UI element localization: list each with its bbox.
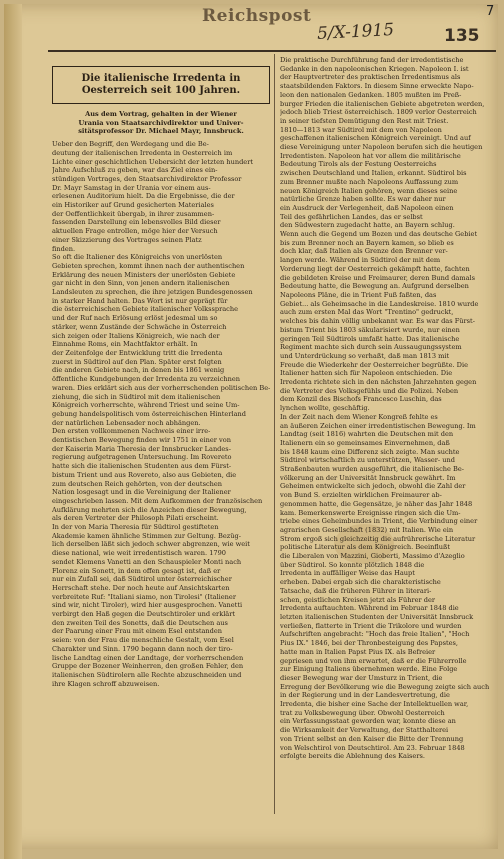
text-line: Den ersten vollkommenen Nachweis einer irre-	[52, 427, 211, 436]
text-line: Straßenbauten wurden ausgeführt, die italienische Be-	[280, 465, 465, 474]
text-line: in starker Hand halten. Das Wort ist nur geprägt für	[52, 296, 228, 305]
text-line: sind wir, nicht Tiroler), wird hier ausgesprochen. Vanetti	[52, 601, 243, 610]
text-line: zwischen Deutschland und Italien, erkannt. Südtirol bis	[280, 169, 467, 178]
text-line: Florenz ein Sonett, in dem offen gesagt ist, daß er	[52, 566, 221, 575]
text-line: und Unterdrückung so verhaßt, daß man 1813 mit	[280, 351, 450, 360]
masthead: Reichspost	[202, 6, 312, 26]
text-line: verbreitete Ruf: "Italiani siamo, non Tirolesi" (Italiener	[52, 592, 236, 601]
text-line: doch klar, daß Italien als Grenze den Brenner ver-	[280, 247, 448, 256]
text-line: genommen hatte, die Gegensätze, je näher das Jahr 1848	[280, 499, 473, 508]
text-line: von Trient selbst an den Kaiser die Bitte der Trennung	[280, 734, 464, 743]
text-line: Irredenta, die bisher eine Sache der Intellektuellen war,	[280, 700, 469, 709]
text-line: an äußeren Zeichen einer irredentistischen Bewegung. Im	[280, 421, 476, 430]
text-line: Freude die Wiederkehr der Oesterreicher begrüßte. Die	[280, 360, 468, 369]
corner-mark: 7	[486, 4, 495, 19]
text-line: nur ein Zufall sei, daß Südtirol unter österreichischer	[52, 575, 232, 584]
text-line: einer Skizzierung des Vortrages seinen Platz	[52, 235, 202, 244]
text-line: Einnahme Roms, ein Machtfaktor erhält. In	[52, 340, 198, 349]
text-line: italienischen Südtirolern alle Rechte abzuschneiden und	[52, 671, 242, 679]
text-line: Strom ergoß sich gleichzeitig die aufrührerische Literatur	[280, 534, 476, 543]
text-line: Irredenta in auffälliger Weise das Haupt	[280, 569, 415, 578]
page-number: 135	[444, 26, 480, 46]
subtitle-line: Urania von Staatsarchivdirektor und Univer-	[78, 118, 244, 127]
text-line: Irredenta auftauchten. Während im Februar 1848 die	[280, 604, 459, 613]
text-line: geschaffenen italienischen Königreich vereinigt. Und auf	[280, 134, 471, 143]
text-line: der Paarung einer Frau mit einem Esel entstanden	[52, 627, 223, 636]
text-line: gepriesen und von ihm erwartet, daß er die Führerrolle	[280, 656, 467, 665]
text-line: waren. Dies erklärt sich aus der vorherrschenden politischen Be-	[52, 383, 270, 392]
text-line: gebung handelspolitisch vom österreichischen Hinterland	[52, 409, 246, 418]
text-line: Wenn auch die Gegend um Bozen und das deutsche Gebiet	[280, 230, 478, 239]
text-line: jedoch blieb Triest österreichisch. 1809 verlor Oesterreich	[280, 108, 477, 117]
text-line: zum Brenner mußte nach Napoleons Auffassung zum	[280, 177, 459, 186]
text-line: Charakter und Sinn. 1790 begann dann noch der tiro-	[52, 644, 233, 653]
text-line: Jahre Aufschluß zu geben, war das Ziel eines ein-	[52, 166, 218, 175]
text-line: Die praktische Durchführung fand der irredentistische	[280, 56, 464, 64]
text-line: Gebieten sprechen, kommt ihnen nach der authentischen	[52, 261, 245, 270]
text-line: ein Verfassungsstaat geworden war, konnte diese an	[280, 717, 456, 726]
text-line: agrarischen Gesellschaft (1832) mit Italien. Wie ein	[280, 525, 454, 534]
text-line: Landsleuten zu sprechen, die ihre jetzigen Bundesgenossen	[52, 288, 253, 297]
text-line: finden.	[52, 244, 76, 253]
text-line: triebe eines Geheimbundes in Trient, die Verbindung einer	[280, 517, 478, 526]
text-line: Bedeutung Tirols als der Festung Oesterreichs	[280, 160, 437, 169]
text-line: Königreich vorherrschte, während Triest und seine Um-	[52, 401, 240, 410]
header-rule	[48, 50, 496, 52]
text-line: auch zum ersten Mal das Wort "Trentino" gedruckt,	[280, 308, 454, 317]
text-line: dem Konzil des Bischofs Francesco Luschin, das	[280, 395, 442, 404]
text-line: ein Historiker auf Grund gesicherten Materiales	[52, 201, 214, 210]
text-line: Akademie kamen ähnliche Stimmen zur Geltung. Bezüg-	[52, 531, 241, 540]
text-line: eingeschrieben lassen. Mit dem Aufkommen der französischen	[52, 496, 263, 505]
text-line: den zweiten Teil des Sonetts, daß die Deutschen aus	[52, 618, 228, 627]
text-line: ihre Klagen schroff abzuweisen.	[52, 679, 160, 688]
text-line: Erklärung des neuen Ministers der unerlösten Gebiete	[52, 270, 236, 279]
text-line: sendet Klemens Vanetti an den Schauspieler Monti nach	[52, 557, 242, 566]
text-line: Lichte einer geschichtlichen Uebersicht der letzten hundert	[52, 157, 254, 166]
text-line: leon den nationalen Gedanken. 1805 mußten im Preß-	[280, 90, 462, 99]
text-line: über Südtirol. So konnte plötzlich 1848 die	[280, 560, 425, 569]
text-line: regierung aufgetragenen Untersuchung. Im Rovereto	[52, 453, 232, 462]
text-line: fassenden Darstellung ein lebensvolles Bild dieser	[52, 218, 221, 227]
column-left	[52, 56, 270, 826]
subtitle-line: sitätsprofessor Dr. Michael Mayr, Innsbruck.	[78, 127, 244, 136]
text-line: burger Frieden die italienischen Gebiete abgetreten werden,	[280, 99, 485, 108]
text-line: Gruppe der Bozener Weinherren, den großen Fehler, den	[52, 662, 244, 671]
text-line: Pius IX." 1846, bei der Thronbesteigung des Papstes,	[280, 639, 458, 648]
text-line: hatte sich die italienischen Studenten aus dem Fürst-	[52, 462, 232, 471]
text-line: Gedanke in den napoleonischen Kriegen. Napoleon I. ist	[280, 64, 469, 73]
text-line: erfolgte bereits die Ablehnung des Kaisers.	[280, 752, 425, 761]
text-line: Irredenta richtete sich in den nächsten Jahrzehnten gegen	[280, 378, 477, 387]
text-line: ziehung, die sich in Südtirol mit dem italienischen	[52, 392, 221, 401]
text-line: die gebildeten Kreise und Freimaurer, deren Bund damals	[280, 273, 476, 282]
text-line: bistum Trient bis 1803 säkularisiert wurde, nur einen	[280, 325, 460, 334]
text-line: diese national, wie weit irredentistisch waren. 1790	[52, 549, 227, 558]
text-line: Bedeutung hatte, die Bewegung an. Aufgrund derselben	[280, 282, 469, 291]
text-line: der Oeffentlichkeit übergab, in ihrer zusammen-	[52, 209, 215, 218]
text-line: Napoleons Pläne, die in Trient Fuß faßten, das	[280, 290, 437, 299]
text-line: Landtag (seit 1816) wahrten die Deutschen mit den	[280, 430, 454, 439]
text-line: die Liberalen von Mazzini, Gioberti, Massimo d'Azeglio	[280, 552, 465, 561]
text-line: der Kaiserin Maria Theresia der Innsbrucker Landes-	[52, 444, 231, 453]
text-line: zur Einigung Italiens übernehmen werde. Eine Folge	[280, 665, 458, 674]
text-line: neuen Königreich Italien gehören, wenn dieses seine	[280, 186, 458, 195]
subtitle-line: Aus dem Vortrag, gehalten in der Wiener	[85, 110, 237, 118]
text-line: Aufschriften angebracht: "Hoch das freie Italien", "Hoch	[280, 630, 470, 639]
text-line: aktuellen Frage entrollen, möge hier der Versuch	[52, 227, 218, 236]
text-line: bis zum Brenner noch an Bayern kamen, so blieb es	[280, 238, 454, 247]
text-line: lynchen wollte, geschäftig.	[280, 404, 370, 413]
text-line: und der Ruf nach Erlösung erlöst jedesmal um so	[52, 314, 218, 323]
text-line: lich derselben läßt sich jedoch schwer abgrenzen, wie weit	[52, 540, 250, 549]
text-line: Südtirol wirtschaftlich zu unterstützen, Wasser- und	[280, 456, 455, 465]
text-line: Teil des gefährlichen Landes, das er selbst	[280, 212, 423, 221]
text-line: In der Zeit nach dem Wiener Kongreß fehlte es	[280, 412, 438, 421]
handwritten-date: 5/X-1915	[316, 19, 395, 45]
text-line: seien: von der Frau die menschliche Gestalt, vom Esel	[52, 636, 234, 645]
text-line: der Zeitenfolge der Entwicklung tritt die Irredenta	[52, 348, 223, 357]
article-body-right	[280, 56, 498, 761]
text-line: stärker, wenn Zustände der Schwäche in Österreich	[52, 322, 227, 331]
text-line: ein Ausdruck der Verlegenheit, daß Napoleon einen	[280, 203, 454, 212]
text-line: Irredentisten. Napoleon hat vor allem die militärische	[280, 151, 461, 160]
text-line: 1810—1813 war Südtirol mit dem von Napoleon	[280, 125, 442, 134]
text-line: Herrschaft stehe. Der noch heute auf Ansichtskarten	[52, 583, 230, 592]
text-line: dentistischen Bewegung finden wir 1751 in einer von	[52, 436, 231, 445]
text-line: verbirgt den Haß gegen die Deutschtiroler und erklärt	[52, 610, 236, 619]
text-line: natürliche Grenze haben sollte. Es war daher nur	[280, 195, 446, 204]
article-subtitle	[52, 110, 270, 136]
text-line: langen werde. Während in Südtirol der mit dem	[280, 256, 441, 265]
text-line: dieser Bewegung war der Umsturz in Trient, die	[280, 673, 443, 682]
text-line: Ueber den Begriff, den Werdegang und die Be-	[52, 140, 209, 149]
text-line: deutung der italienischen Irredenta in Oesterreich im	[52, 148, 233, 157]
text-line: die Wirksamkeit der Verwaltung, der Statthalterei	[280, 726, 449, 735]
text-line: So oft die Italiener des Königreichs von unerlösten	[52, 253, 223, 262]
column-divider	[274, 54, 275, 814]
text-line: bis 1848 kaum eine Differenz sich zeigte. Man suchte	[280, 447, 460, 456]
text-line: Geheimen entwickelte sich jedoch, obwohl die Zahl der	[280, 482, 466, 491]
text-line: erheben. Dabei ergab sich die charakteristische	[280, 578, 441, 587]
text-line: der natürlichen Lebensader noch abhängen.	[52, 418, 201, 427]
text-line: Tatsache, daß die früheren Führer in literari-	[280, 586, 432, 595]
text-line: Italienern ein so gemeinsames Einvernehmen, daß	[280, 438, 450, 447]
text-line: als deren Vertreter der Philosoph Pilati erscheint.	[52, 514, 219, 523]
text-line: politische Literatur als dem Königreich. Beeinflußt	[280, 543, 451, 552]
text-line: stündigen Vortrages, den Staatsarchivdirektor Professor	[52, 174, 242, 183]
text-line: von Bund S. erzielten wirklichen Freimaurer ab-	[280, 491, 442, 500]
text-line: Regiment machte sich durch sein Aussaugungssystem	[280, 343, 462, 352]
text-line: öffentliche Kundgebungen der Irredenta zu verzeichnen	[52, 375, 241, 384]
text-line: verließen, flatterte in Trient die Trikolore und wurden	[280, 621, 462, 630]
article-body-left	[52, 140, 270, 688]
text-line: erlesenen Auditorium hielt. Da die Ergebnisse, die der	[52, 192, 235, 201]
text-line: In der von Maria Theresia für Südtirol gestifteten	[52, 523, 219, 532]
text-line: Gebiet... als Geheimsache in die Landeskreise. 1810 wurde	[280, 299, 479, 308]
text-line: Erregung der Bevölkerung wie die Bewegung zeigte sich auch	[280, 682, 490, 691]
newspaper-clipping	[4, 4, 498, 849]
text-line: der Hauptvertreter des praktischen Irredentismus als	[280, 73, 461, 82]
text-line: in seiner tiefsten Demütigung den Rest mit Triest.	[280, 116, 449, 125]
text-line: diese Vereinigung unter Napoleon berufen sich die heutigen	[280, 143, 483, 152]
text-line: zum deutschen Reich gehörten, von der deutschen	[52, 479, 223, 488]
text-line: bistum Trient und aus Rovereto, also aus Gebieten, die	[52, 470, 237, 479]
text-line: in der Regierung und in der Landesvertretung, die	[280, 691, 450, 700]
text-line: hatte man in Italien Papst Pius IX. als Befreier	[280, 647, 436, 656]
text-line: von Welschtirol von Deutschtirol. Am 23. Februar 1848	[280, 743, 465, 752]
text-line: gar nicht in den Sinn, von jenen andern italienischen	[52, 279, 230, 288]
text-line: Italiener hatten sich für Napoleon entschieden. Die	[280, 369, 453, 378]
text-line: trat zu Volksbewegung über. Obwohl Oesterreich	[280, 708, 445, 717]
article-title-line1: Die italienische Irredenta in	[81, 73, 241, 84]
text-line: Vorderung liegt der Oesterreich gekämpft hatte, fachten	[280, 264, 470, 273]
article-title-line2: Oesterreich seit 100 Jahren.	[81, 85, 241, 96]
text-line: lische Landtag einen der Landtage, der vorherrschenden	[52, 653, 244, 662]
text-line: Dr. Mayr Samstag in der Urania vor einem aus-	[52, 183, 211, 192]
text-line: welches bis dahin völlig unbekannt war. Es war das Fürst-	[280, 317, 475, 326]
text-line: staatsbildenden Faktors. In diesem Sinne erweckte Napo-	[280, 82, 474, 91]
article-title-box	[52, 66, 270, 104]
text-line: Nation losgesagt und in die Vereinigung der Italiener	[52, 488, 231, 497]
text-line: den Südwestern zugedacht hatte, an Bayern schlug.	[280, 221, 455, 230]
text-line: letzten italienischen Studenten der Universität Innsbruck	[280, 613, 474, 621]
text-line: zuerst in Südtirol auf den Plan. Später erst folgten	[52, 357, 222, 366]
text-line: die österreichischen Gebiete italienischer Volkssprache	[52, 305, 238, 314]
text-line: die Vertreter des Volksgefühls und die Polizei. Neben	[280, 386, 459, 395]
text-line: die anderen Gebiete nach, in denen bis 1861 wenig	[52, 366, 225, 375]
text-line: schen, geistlichen Kreisen jetzt als Führer der	[280, 595, 436, 604]
text-line: geringen Teil Südtirols umfaßt hatte. Das italienische	[280, 334, 460, 343]
text-line: völkerung an der Universität Innsbruck gewährt. Im	[280, 473, 456, 482]
column-right	[280, 56, 498, 836]
text-line: sich zeigen oder Italiens Königreich, wie nach der	[52, 331, 220, 340]
paper-fold-shadow	[4, 4, 22, 859]
text-line: kam. Bemerkenswerte Ereignisse ringen sich die Um-	[280, 508, 461, 517]
text-line: Aufklärung mehrten sich die Anzeichen dieser Bewegung,	[52, 505, 247, 514]
